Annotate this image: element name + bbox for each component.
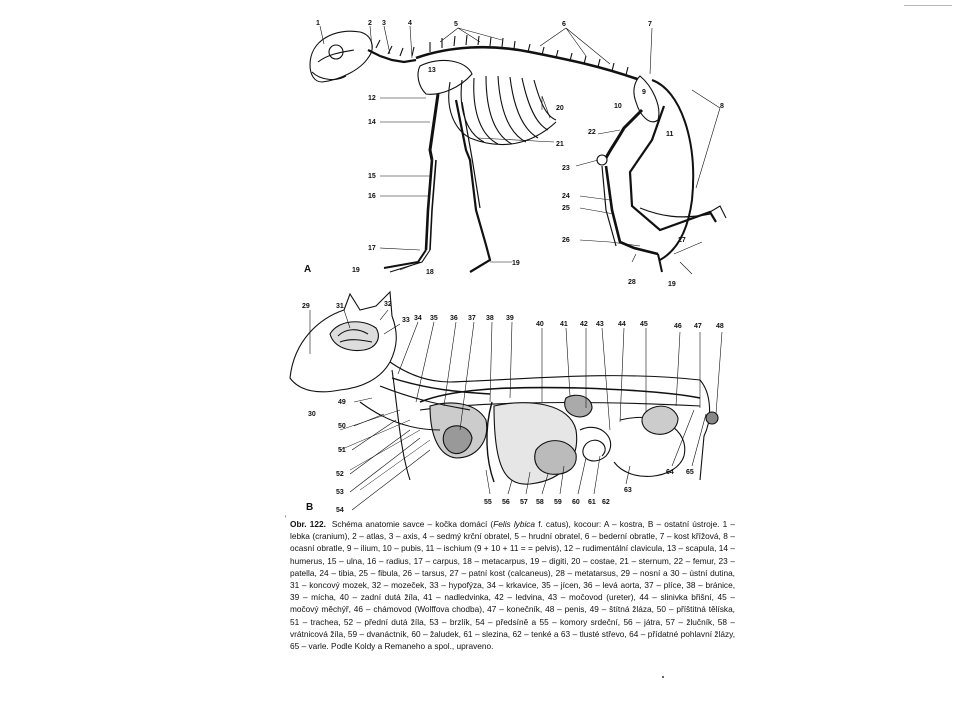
label-31: 31	[336, 303, 344, 310]
label-7: 7	[648, 21, 652, 28]
label-44: 44	[618, 321, 626, 328]
label-47: 47	[694, 323, 702, 330]
label-30: 30	[308, 411, 316, 418]
label-49: 49	[338, 399, 346, 406]
label-23: 23	[562, 165, 570, 172]
label-39: 39	[506, 315, 514, 322]
label-18: 18	[426, 269, 434, 276]
label-38: 38	[486, 315, 494, 322]
caption-tick-mark: '	[285, 514, 287, 523]
label-19-fore: 19	[352, 267, 360, 274]
label-46: 46	[674, 323, 682, 330]
label-52: 52	[336, 471, 344, 478]
label-20: 20	[556, 105, 564, 112]
label-27: 27	[678, 237, 686, 244]
label-34: 34	[414, 315, 422, 322]
label-50: 50	[338, 423, 346, 430]
label-56: 56	[502, 499, 510, 506]
label-11: 11	[666, 131, 674, 138]
label-10: 10	[614, 103, 622, 110]
top-rule	[904, 5, 952, 6]
panel-label-a: A	[304, 264, 312, 275]
label-64: 64	[666, 469, 674, 476]
label-14: 14	[368, 119, 376, 126]
label-45: 45	[640, 321, 648, 328]
label-53: 53	[336, 489, 344, 496]
label-3: 3	[382, 20, 386, 27]
label-1: 1	[316, 20, 320, 27]
label-5: 5	[454, 21, 458, 28]
label-28: 28	[628, 279, 636, 286]
label-36: 36	[450, 315, 458, 322]
caption-text-start: Schéma anatomie savce – kočka domácí (	[331, 519, 494, 529]
label-2: 2	[368, 20, 372, 27]
label-21: 21	[556, 141, 564, 148]
label-48: 48	[716, 323, 724, 330]
label-19-mid: 19	[512, 260, 520, 267]
label-16: 16	[368, 193, 376, 200]
label-63: 63	[624, 487, 632, 494]
label-22: 22	[588, 129, 596, 136]
label-55: 55	[484, 499, 492, 506]
label-35: 35	[430, 315, 438, 322]
skeleton-drawing	[310, 31, 726, 272]
label-58: 58	[536, 499, 544, 506]
anatomy-figure	[280, 10, 740, 515]
label-37: 37	[468, 315, 476, 322]
label-32: 32	[384, 301, 392, 308]
label-17: 17	[368, 245, 376, 252]
label-41: 41	[560, 321, 568, 328]
label-24: 24	[562, 193, 570, 200]
label-25: 25	[562, 205, 570, 212]
label-6: 6	[562, 21, 566, 28]
label-26: 26	[562, 237, 570, 244]
caption-italic-species: Felis lybica	[493, 519, 536, 529]
figure-caption	[290, 518, 735, 652]
label-12: 12	[368, 95, 376, 102]
label-19-hind: 19	[668, 281, 676, 288]
panel-label-b: B	[306, 502, 314, 513]
caption-heading: Obr. 122.	[290, 519, 326, 529]
label-40: 40	[536, 321, 544, 328]
label-54: 54	[336, 507, 344, 514]
label-4: 4	[408, 20, 412, 27]
caption-text-rest: f. catus), kocour: A – kostra, B – ostatní ústroje. 1 – lebka (cranium), 2 – atlas, 3 – axis, 4 – sedmý krční obratel, 5 – hrudní obratel, 6 – bederní obratle, 7 – kost křížová, 8 – ocasní obratle, 9 – ilium, 10 – pubis, 11 – ischium (9 + 10 + 11 = = pelvis), 12 – rudimentální clavicula, 13 – scapula, 14 – humerus, 15 – ulna, 16 – radius, 17 – carpus, 18 – metacarpus, 19 – digiti, 20 – costae, 21 – sternum, 22 – femur, 23 – patella, 24 – tibia, 25 – fibula, 26 – tarsus, 27 – patní kost (calcaneus), 28 – metatarsus, 29 – nosní a 30 – ústní dutina, 31 – koncový mozek, 32 – mozeček, 33 – hypofýza, 34 – krkavice, 35 – jícen, 36 – levá aorta, 37 – plíce, 38 – bránice, 39 – mícha, 40 – zadní dutá žíla, 41 – nadledvinka, 42 – ledvina, 43 – močovod (ureter), 44 – slinivka břišní, 45 – močový měchýř, 46 – chámovod (Wolffova chodba), 47 – konečník, 48 – penis, 49 – štítná žláza, 50 – příštitná tělíska, 51 – trachea, 52 – přední dutá žíla, 53 – brzlík, 54 – předsíně a 55 – komory srdeční, 56 – játra, 57 – žlučník, 58 – vrátnicová žíla, 59 – dvanáctník, 60 – žaludek, 61 – slezina, 62 – tenké a 63 – tlusté střevo, 64 – přídatné pohlavní žlázy, 65 – varle. Podle Koldy a Remaneho a spol., upraveno.	[290, 519, 735, 652]
stray-dot	[662, 676, 664, 678]
label-51: 51	[338, 447, 346, 454]
label-65: 65	[686, 469, 694, 476]
label-42: 42	[580, 321, 588, 328]
label-33: 33	[402, 317, 410, 324]
label-13: 13	[428, 67, 436, 74]
label-59: 59	[554, 499, 562, 506]
label-8: 8	[720, 103, 724, 110]
skeleton-leader-lines	[320, 26, 720, 274]
label-15: 15	[368, 173, 376, 180]
label-43: 43	[596, 321, 604, 328]
label-62: 62	[602, 499, 610, 506]
label-29: 29	[302, 303, 310, 310]
organs-drawing	[290, 292, 718, 490]
label-60: 60	[572, 499, 580, 506]
label-9: 9	[642, 89, 646, 96]
label-61: 61	[588, 499, 596, 506]
label-57: 57	[520, 499, 528, 506]
